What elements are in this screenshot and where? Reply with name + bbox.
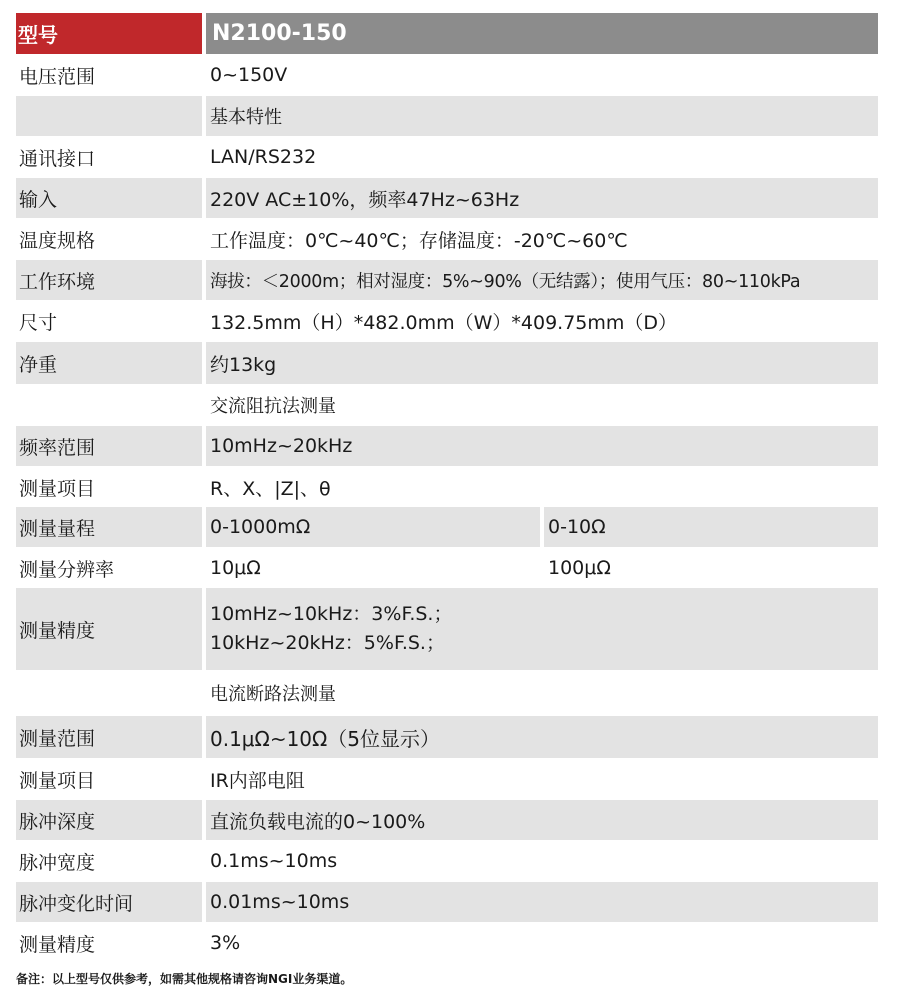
spec-row-temperature: [16, 220, 878, 258]
spec-row-accuracy-ac: [16, 588, 878, 670]
section-title: 电流断路法测量: [210, 684, 336, 705]
section-label-blank: [16, 96, 202, 136]
spec-label: 尺寸: [19, 311, 58, 334]
spec-row-frequency-range: [16, 426, 878, 466]
spec-value: 3%: [210, 932, 241, 954]
footnote: 备注：以上型号仅供参考，如需其他规格请咨询NGI业务渠道。: [16, 972, 353, 986]
spec-label: 温度规格: [19, 229, 96, 252]
spec-value: 直流负载电流的0~100%: [206, 800, 878, 840]
spec-value: 约13kg: [206, 342, 878, 384]
spec-value: 0.1μΩ~10Ω（5位显示）: [206, 716, 878, 758]
section-basic: [16, 96, 878, 136]
model-label: 型号: [16, 13, 202, 54]
spec-label: 脉冲深度: [16, 800, 202, 840]
spec-value-b: 0-10Ω: [544, 507, 878, 547]
spec-label: 测量分辨率: [19, 558, 115, 581]
spec-label: 电压范围: [19, 65, 96, 88]
spec-row-comm: [16, 138, 878, 176]
spec-value: 0.01ms~10ms: [206, 882, 878, 922]
section-title: 基本特性: [206, 96, 878, 136]
spec-value-line: 10kHz~20kHz：5%F.S.；: [210, 632, 445, 654]
spec-label: 频率范围: [16, 426, 202, 466]
spec-row-environment: [16, 260, 878, 300]
spec-row-measure-items: [16, 468, 878, 506]
spec-label: 净重: [16, 342, 202, 384]
spec-row-input: [16, 178, 878, 218]
spec-label: 测量量程: [16, 507, 202, 547]
spec-value: 10mHz~20kHz: [206, 426, 878, 466]
spec-row-weight: [16, 342, 878, 384]
spec-value: LAN/RS232: [210, 146, 317, 168]
spec-row-voltage: [16, 56, 878, 94]
spec-value: IR内部电阻: [210, 769, 305, 792]
spec-row-measure-range: [16, 507, 878, 547]
spec-label: 脉冲宽度: [19, 851, 96, 874]
spec-value: 132.5mm（H）*482.0mm（W）*409.75mm（D）: [210, 311, 678, 334]
section-title: 交流阻抗法测量: [210, 396, 336, 417]
spec-value: 0~150V: [210, 64, 288, 86]
spec-label: 脉冲变化时间: [16, 882, 202, 922]
spec-row-pulse-depth: [16, 800, 878, 840]
spec-label: 测量精度: [16, 588, 202, 670]
spec-label: 测量范围: [16, 716, 202, 758]
spec-label: 输入: [16, 178, 202, 218]
section-current-interrupt: [16, 672, 878, 714]
spec-label: 通讯接口: [19, 147, 96, 170]
spec-row-dimensions: [16, 302, 878, 340]
spec-value-b: 100μΩ: [548, 557, 611, 579]
spec-value: 0.1ms~10ms: [210, 850, 338, 872]
spec-row-accuracy-ir: [16, 924, 878, 962]
spec-value-line: 10mHz~10kHz：3%F.S.；: [210, 603, 453, 625]
spec-header-row: [16, 13, 878, 54]
spec-label: 工作环境: [16, 260, 202, 300]
spec-value: R、X、|Z|、θ: [210, 477, 331, 500]
spec-row-measure-scope: [16, 716, 878, 758]
section-ac-impedance: [16, 386, 878, 424]
spec-value-a: 0-1000mΩ: [206, 507, 540, 547]
spec-value: 工作温度：0℃~40℃；存储温度：-20℃~60℃: [210, 229, 628, 252]
model-value: N2100-150: [206, 13, 878, 54]
spec-value: 220V AC±10%，频率47Hz~63Hz: [206, 178, 878, 218]
spec-row-pulse-change-time: [16, 882, 878, 922]
spec-label: 测量精度: [19, 933, 96, 956]
spec-row-pulse-width: [16, 842, 878, 880]
spec-value: [206, 588, 878, 670]
spec-value: 海拔：＜2000m；相对湿度：5%~90%（无结露）；使用气压：80~110kPa: [206, 260, 878, 300]
spec-label: 测量项目: [19, 769, 96, 792]
spec-row-resolution: [16, 549, 878, 587]
spec-value-a: 10μΩ: [210, 557, 261, 579]
spec-row-measure-item-ir: [16, 760, 878, 798]
spec-label: 测量项目: [19, 477, 96, 500]
